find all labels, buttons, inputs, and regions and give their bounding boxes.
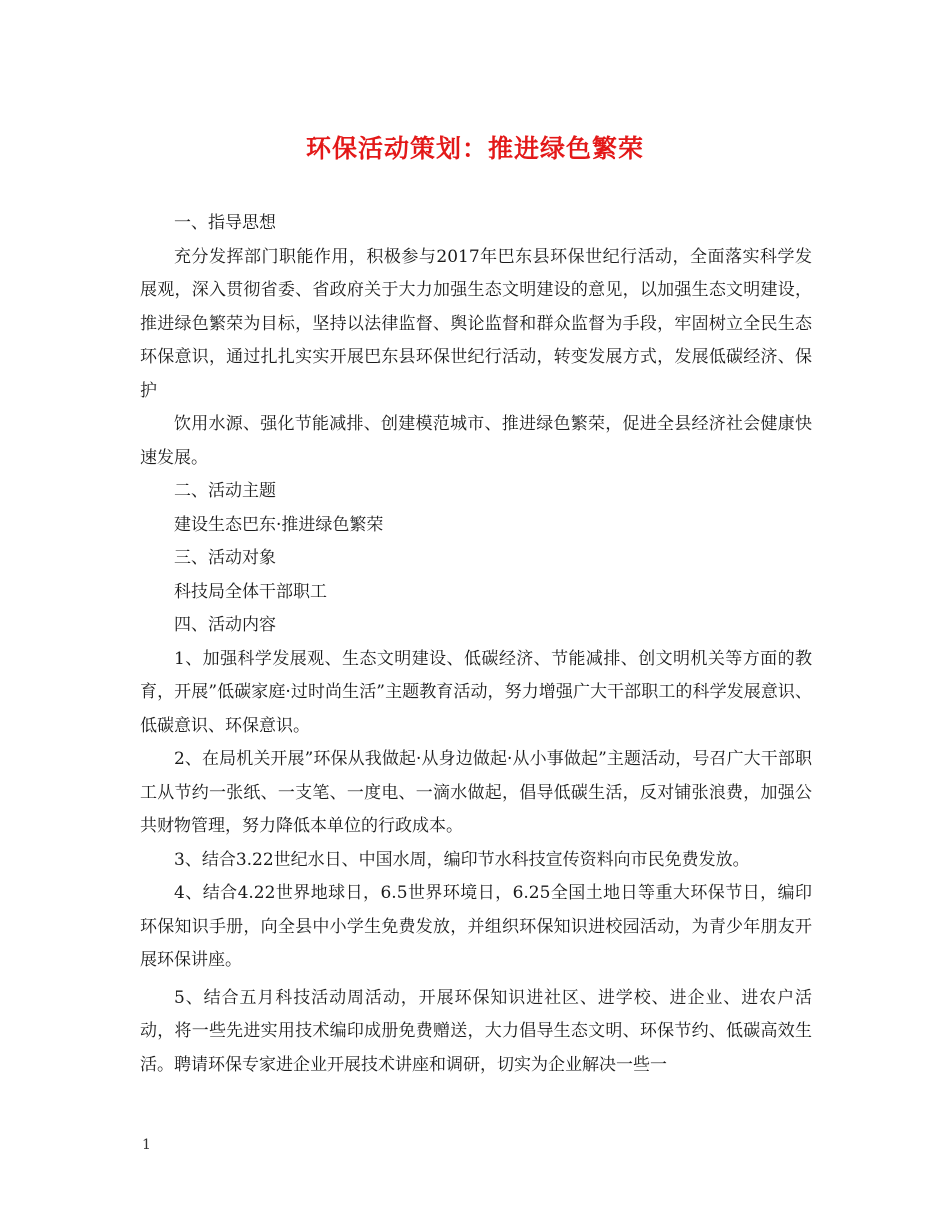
list-item-content-5: 5、结合五月科技活动周活动，开展环保知识进社区、进学校、进企业、进农户活动，将一些先进实用技术编印成册免费赠送，大力倡导生态文明、环保节约、低碳高效生活。聘请环保专家进企业开展技术讲座和调研，切实为企业解决一些一 (140, 987, 812, 1075)
document-title: 环保活动策划：推进绿色繁荣 (305, 134, 644, 163)
page-number: 1 (142, 1137, 151, 1153)
document-body (140, 207, 812, 1082)
heading-activity-content: 四、活动内容 (174, 615, 276, 635)
heading-activity-theme: 二、活动主题 (174, 481, 276, 501)
list-item-content-1: 1、加强科学发展观、生态文明建设、低碳经济、节能减排、创文明机关等方面的教育，开展”低碳家庭·过时尚生活”主题教育活动，努力增强广大干部职工的科学发展意识、低碳意识、环保意识。 (140, 648, 812, 736)
list-item-content-4: 4、结合4.22世界地球日，6.5世界环境日，6.25全国土地日等重大环保节日，编印环保知识手册，向全县中小学生免费发放，并组织环保知识进校园活动，为青少年朋友开展环保讲座。 (140, 883, 812, 970)
paragraph-guiding-ideology-continued: 饮用水源、强化节能减排、创建模范城市、推进绿色繁荣，促进全县经济社会健康快速发展。 (140, 414, 812, 468)
list-item-content-2: 2、在局机关开展”环保从我做起·从身边做起·从小事做起”主题活动，号召广大干部职工从节约一张纸、一支笔、一度电、一滴水做起，倡导低碳生活，反对铺张浪费，加强公共财物管理，努力降低本单位的行政成本。 (140, 749, 812, 836)
paragraph-activity-target: 科技局全体干部职工 (174, 581, 327, 602)
list-item-content-3: 3、结合3.22世纪水日、中国水周，编印节水科技宣传资料向市民免费发放。 (174, 849, 750, 870)
heading-guiding-ideology: 一、指导思想 (174, 213, 276, 233)
paragraph-guiding-ideology: 充分发挥部门职能作用，积极参与2017年巴东县环保世纪行活动，全面落实科学发展观，深入贯彻省委、省政府关于大力加强生态文明建设的意见，以加强生态文明建设，推进绿色繁荣为目标，坚持以法律监督、舆论监督和群众监督为手段，牢固树立全民生态环保意识，通过扎扎实实开展巴东县环保世纪行活动，转变发展方式，发展低碳经济、保护 (140, 246, 812, 401)
paragraph-activity-theme: 建设生态巴东·推进绿色繁荣 (174, 514, 384, 535)
heading-activity-target: 三、活动对象 (174, 548, 276, 568)
